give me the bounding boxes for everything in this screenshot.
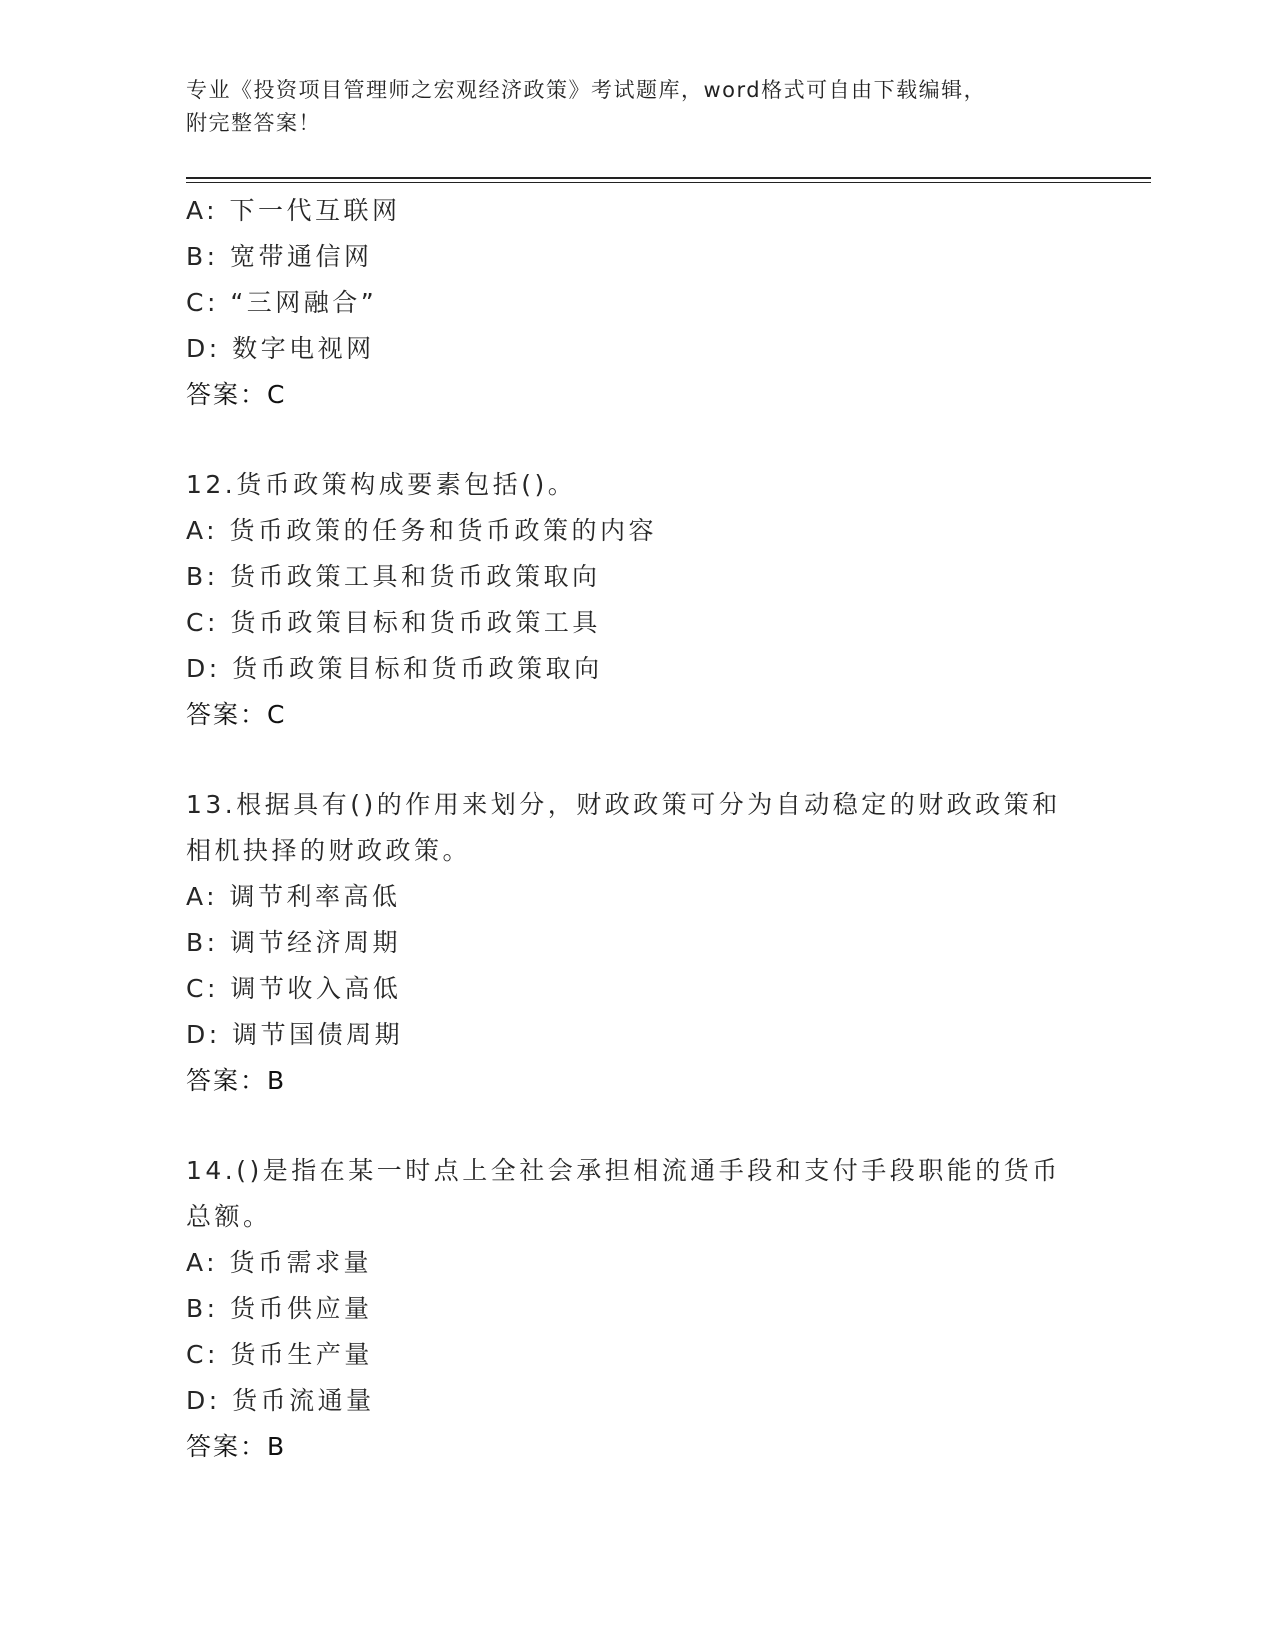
option-a: A: 货币政策的任务和货币政策的内容 — [186, 516, 658, 545]
question-13 — [186, 782, 1086, 1104]
option-d: D: 调节国债周期 — [186, 1020, 404, 1049]
question-stem: 12.货币政策构成要素包括()。 — [186, 470, 577, 499]
option-b: B: 货币政策工具和货币政策取向 — [186, 562, 601, 591]
option-c: C: 货币生产量 — [186, 1340, 373, 1369]
option-a: A: 货币需求量 — [186, 1248, 373, 1277]
option-d: D: 数字电视网 — [186, 334, 375, 363]
option-a: A: 下一代互联网 — [186, 196, 401, 225]
header-divider-thick — [186, 177, 1151, 179]
option-b: B: 宽带通信网 — [186, 242, 373, 271]
question-list — [186, 188, 1086, 1470]
document-header — [186, 74, 1086, 140]
header-line-2: 附完整答案！ — [186, 111, 321, 135]
spacer — [186, 418, 1086, 462]
option-c: C: “三网融合” — [186, 288, 378, 317]
spacer — [186, 1104, 1086, 1148]
answer-line: 答案：B — [186, 1432, 287, 1461]
option-c: C: 货币政策目标和货币政策工具 — [186, 608, 601, 637]
question-stem: 14.()是指在某一时点上全社会承担相流通手段和支付手段职能的货币 — [186, 1156, 1061, 1185]
answer-line: 答案：C — [186, 700, 287, 729]
spacer — [186, 738, 1086, 782]
option-d: D: 货币政策目标和货币政策取向 — [186, 654, 603, 683]
option-b: B: 货币供应量 — [186, 1294, 373, 1323]
option-c: C: 调节收入高低 — [186, 974, 402, 1003]
option-a: A: 调节利率高低 — [186, 882, 401, 911]
question-stem: 13.根据具有()的作用来划分，财政政策可分为自动稳定的财政政策和 — [186, 790, 1061, 819]
header-line-1: 专业《投资项目管理师之宏观经济政策》考试题库，word格式可自由下载编辑， — [186, 78, 987, 102]
question-12 — [186, 462, 1086, 738]
question-stem-continued: 相机抉择的财政政策。 — [186, 836, 472, 865]
option-d: D: 货币流通量 — [186, 1386, 375, 1415]
question-11-partial — [186, 188, 1086, 418]
option-b: B: 调节经济周期 — [186, 928, 402, 957]
header-divider-thin — [186, 182, 1151, 183]
answer-line: 答案：B — [186, 1066, 287, 1095]
answer-line: 答案：C — [186, 380, 287, 409]
question-14 — [186, 1148, 1086, 1470]
question-stem-continued: 总额。 — [186, 1202, 272, 1231]
